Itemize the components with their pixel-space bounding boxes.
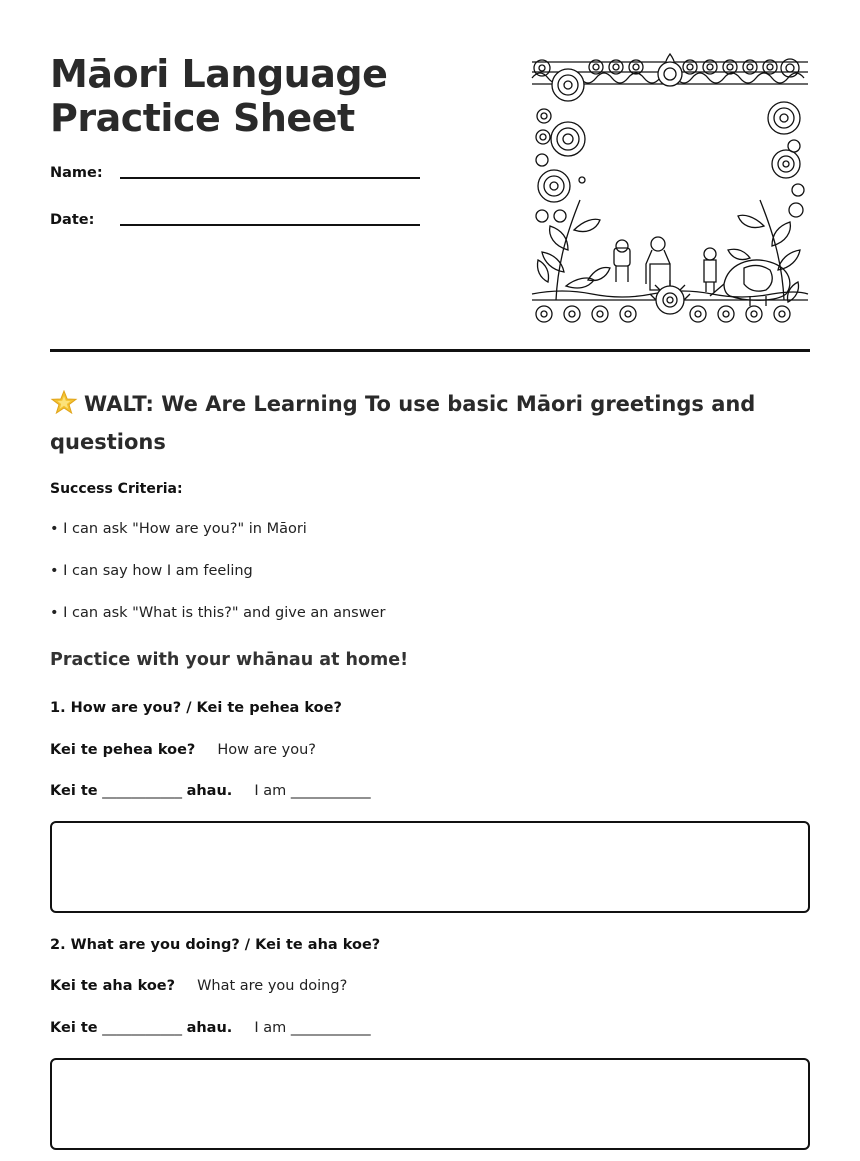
question-2-title: 2. What are you doing? / Kei te aha koe? (50, 937, 381, 953)
answer-maori-start: Kei te (50, 783, 98, 799)
question-1-answer-line (50, 783, 371, 799)
date-label: Date: (50, 212, 95, 228)
prompt-maori: Kei te aha koe? (50, 978, 176, 994)
question-2-answer-box[interactable] (50, 1058, 810, 1150)
date-write-line[interactable] (120, 224, 420, 226)
practice-heading: Practice with your whānau at home! (50, 650, 409, 670)
left-foliage (537, 177, 610, 300)
children-figures (614, 237, 716, 292)
success-criteria-item: • I can ask "How are you?" in Māori (50, 521, 307, 537)
answer-english-start: I am (254, 783, 287, 799)
date-field[interactable] (50, 212, 94, 228)
prompt-maori: Kei te pehea koe? (50, 742, 196, 758)
success-criteria-title: Success Criteria: (50, 481, 183, 497)
answer-blank: ___________ (102, 783, 182, 799)
header-divider (50, 349, 810, 352)
prompt-english: How are you? (217, 742, 316, 758)
answer-maori-start: Kei te (50, 1020, 98, 1036)
maori-border-illustration (528, 50, 812, 326)
question-1-title: 1. How are you? / Kei te pehea koe? (50, 700, 342, 716)
prompt-english: What are you doing? (197, 978, 348, 994)
title-line-1: Māori Language (50, 52, 388, 96)
answer-maori-end: ahau. (186, 1020, 233, 1036)
answer-english-blank: ___________ (290, 1020, 371, 1036)
answer-maori-end: ahau. (186, 783, 233, 799)
name-field[interactable] (50, 165, 103, 181)
question-2-prompt (50, 978, 347, 994)
name-label: Name: (50, 165, 103, 181)
star-icon (50, 390, 78, 414)
question-1-prompt (50, 742, 316, 758)
right-spirals (768, 59, 804, 217)
walt-text: WALT: We Are Learning To use basic Māori greetings and questions (50, 392, 756, 454)
walt-heading (50, 385, 770, 461)
answer-english-start: I am (254, 1020, 287, 1036)
answer-blank: ___________ (102, 1020, 182, 1036)
answer-english-blank: ___________ (290, 783, 371, 799)
question-1-answer-box[interactable] (50, 821, 810, 913)
kiwi-bird (710, 260, 790, 306)
success-criteria-item: • I can say how I am feeling (50, 563, 253, 579)
success-criteria-item: • I can ask "What is this?" and give an answer (50, 605, 386, 621)
name-write-line[interactable] (120, 177, 420, 179)
question-2-answer-line (50, 1020, 371, 1036)
page-title (50, 52, 387, 140)
title-line-2: Practice Sheet (50, 96, 355, 140)
